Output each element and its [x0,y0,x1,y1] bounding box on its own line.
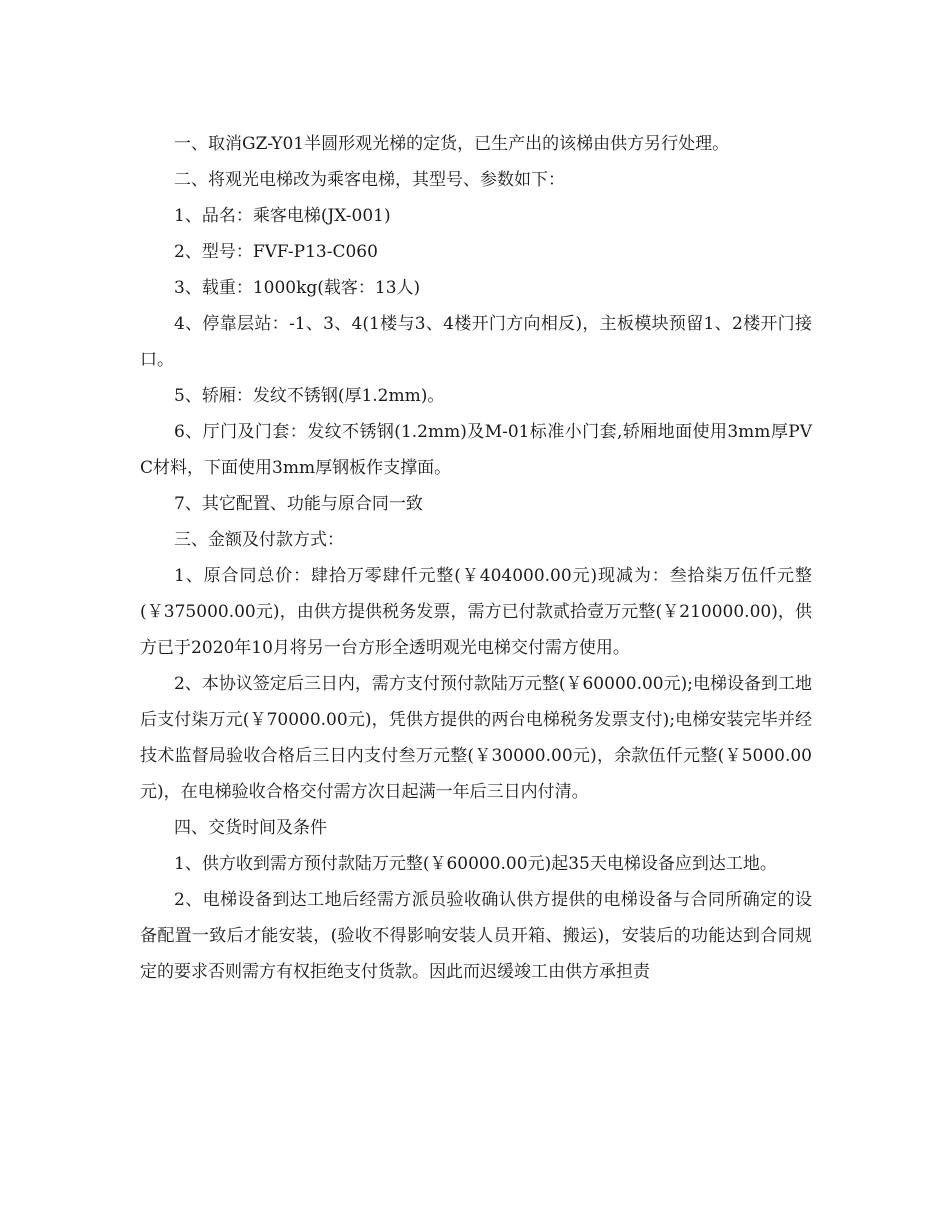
paragraph-doors: 6、厅门及门套：发纹不锈钢(1.2mm)及M-01标准小门套,轿厢地面使用3mm厚PVC材料，下面使用3mm厚钢板作支撑面。 [140,422,812,478]
paragraph-inspection: 2、电梯设备到达工地后经需方派员验收确认供方提供的电梯设备与合同所确定的设备配置一致后才能安装，(验收不得影响安装人员开箱、搬运)，安装后的功能达到合同规定的要求否则需方有权拒绝支付货款。因此而迟缓竣工由供方承担责 [140,890,812,982]
paragraph-other-config: 7、其它配置、功能与原合同一致 [174,494,423,514]
paragraph-delivery-time: 1、供方收到需方预付款陆万元整(￥60000.00元)起35天电梯设备应到达工地。 [174,854,777,874]
paragraph-load: 3、载重：1000kg(载客：13人) [174,278,421,298]
paragraph-total-price: 1、原合同总价：肆拾万零肆仟元整(￥404000.00元)现减为：叁拾柒万伍仟元整(￥375000.00元)，由供方提供税务发票，需方已付款贰拾壹万元整(￥210000.00)，供方已于2020年10月将另一台方形全透明观光电梯交付需方使用。 [140,566,812,658]
paragraph-stops: 4、停靠层站：-1、3、4(1楼与3、4楼开门方向相反)，主板模块预留1、2楼开门接口。 [140,314,812,370]
paragraph-change-elevator: 二、将观光电梯改为乘客电梯，其型号、参数如下： [174,170,565,190]
paragraph-delivery-heading: 四、交货时间及条件 [174,818,327,838]
paragraph-payment-schedule: 2、本协议签定后三日内，需方支付预付款陆万元整(￥60000.00元);电梯设备到工地后支付柒万元(￥70000.00元)，凭供方提供的两台电梯税务发票支付);电梯安装完毕并经技术监督局验收合格后三日内支付叁万元整(￥30000.00元)，余款伍仟元整(￥5000.00元)，在电梯验收合格交付需方次日起满一年后三日内付清。 [140,674,812,802]
document-body [140,126,812,990]
paragraph-model: 2、型号：FVF-P13-C060 [174,242,378,262]
paragraph-cancel-order: 一、取消GZ-Y01半圆形观光梯的定货，已生产出的该梯由供方另行处理。 [174,134,730,154]
paragraph-car: 5、轿厢：发纹不锈钢(厚1.2mm)。 [174,386,445,406]
paragraph-payment-heading: 三、金额及付款方式： [174,530,344,550]
paragraph-product-name: 1、品名：乘客电梯(JX-001) [174,206,391,226]
